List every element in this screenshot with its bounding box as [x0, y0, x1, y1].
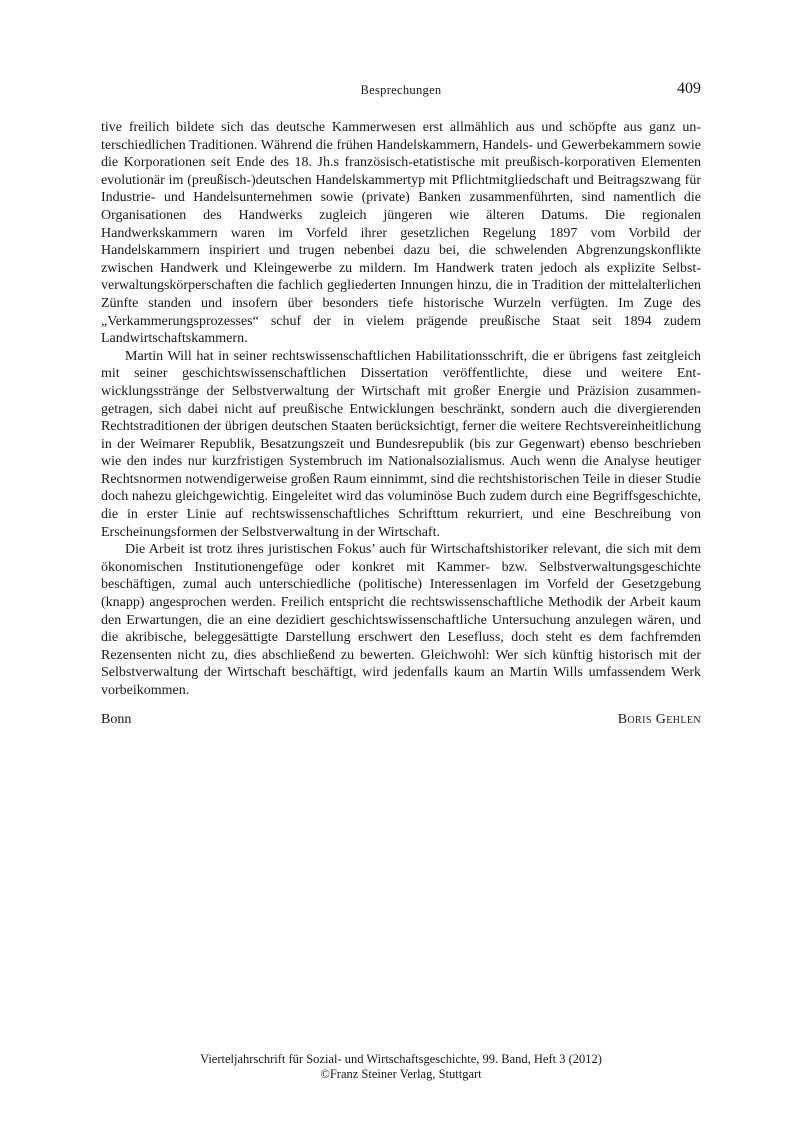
footer-journal: Vierteljahrschrift für Sozial- und Wirtschaftsgeschichte, 99. Band, Heft 3 (2012): [200, 1052, 602, 1066]
running-head: Besprechungen: [360, 83, 442, 97]
page-header: [101, 80, 701, 102]
paragraph-2: Martin Will hat in seiner rechtswissenschaftlichen Habilitationsschrift, die er übrigens fast zeitgleich mit seiner geschichtswissenschaftlichen Dissertation veröffentlichte, diese und weitere Entwicklungsstränge der Selbstverwaltung der Wirtschaft mit großer Energie und Präzision zusammengetragen, sich dabei nicht auf preußische Entwicklungen beschränkt, sondern auch die divergierenden Rechtstraditionen der übrigen deutschen Staaten berücksichtigt, ferner die weitere Rechtsvereinheitlichung in der Weimarer Republik, Besatzungszeit und Bundesrepublik (bis zur Gegenwart) ebenso beschrieben wie den indes nur kurzfristigen Systembruch im Nationalsozialismus. Auch wenn die Analyse heutiger Rechtsnormen notwendigerweise großen Raum einnimmt, sind die rechtshistorischen Teile in dieser Studie doch nahezu gleichgewichtig. Eingeleitet wird das voluminöse Buch zudem durch eine Begriffsgeschichte, die in erster Linie auf rechtswissenschaftliches Schrifttum rekurriert, und eine Beschreibung von Erscheinungsformen der Selbstverwaltung in der Wirtschaft.: [101, 348, 701, 540]
paragraph-3: Die Arbeit ist trotz ihres juristischen Fokus’ auch für Wirtschaftshistoriker relevant, die sich mit dem ökonomischen Institutionengefüge oder konkret mit Kammer- bzw. Selbstverwaltungsgeschichte beschäftigen, zumal auch unterschiedliche (politische) Interessenlagen im Vorfeld der Gesetzgebung (knapp) angesprochen werden. Freilich entspricht die rechtswissenschaftliche Methodik der Arbeit kaum den Erwartungen, die an eine dezidiert geschichtswissenschaftliche Untersuchung anzulegen wären, und die akribische, beleggesättigte Darstellung erschwert den Lesefluss, doch steht es dem fachfremden Rezensenten nicht zu, dies abschließend zu bewerten. Gleichwohl: Wer sich künftig historisch mit der Selbstverwaltung der Wirtschaft beschäftigt, wird jedenfalls kaum an Martin Wills umfassendem Werk vorbeikommen.: [101, 542, 701, 698]
review-body: [101, 119, 701, 700]
page-footer: [101, 1052, 701, 1082]
page-number: 409: [677, 80, 701, 97]
signature-place: Bonn: [101, 712, 132, 727]
signature-author: Boris Gehlen: [617, 712, 701, 727]
footer-copyright: ©Franz Steiner Verlag, Stuttgart: [320, 1067, 482, 1081]
review-signature: [101, 712, 701, 732]
paragraph-1: tive freilich bildete sich das deutsche Kammerwesen erst allmählich aus und schöpfte aus ganz unterschiedlichen Traditionen. Während die frühen Handelskammern, Handels- und Gewerbekammern sowie die Korporationen seit Ende des 18. Jh.s französisch-etatistische mit preußisch-korporativen Elementen evolutionär im (preußisch-)deutschen Handelskammertyp mit Pflichtmitgliedschaft und Beitragszwang für Industrie- und Handelsunternehmen sowie (private) Banken zusammenführten, sind namentlich die Organisationen des Handwerks zugleich jüngeren wie älteren Datums. Die regionalen Handwerkskammern waren im Vorfeld ihrer gesetzlichen Regelung 1897 vom Vorbild der Handelskammern inspiriert und trugen nebenbei dazu bei, die schwelenden Abgrenzungskonflikte zwischen Handwerk und Kleingewerbe zu mildern. Im Handwerk traten jedoch als explizite Selbstverwaltungskörperschaften die fachlich gegliederten Innungen hinzu, die in Tradition der mittelalterlichen Zünfte standen und insofern über besonders tiefe historische Wurzeln verfügten. Im Zuge des „Verkammerungsprozesses“ schuf der in vielem prägende preußische Staat seit 1894 zudem Landwirtschaftskammern.: [101, 120, 701, 347]
